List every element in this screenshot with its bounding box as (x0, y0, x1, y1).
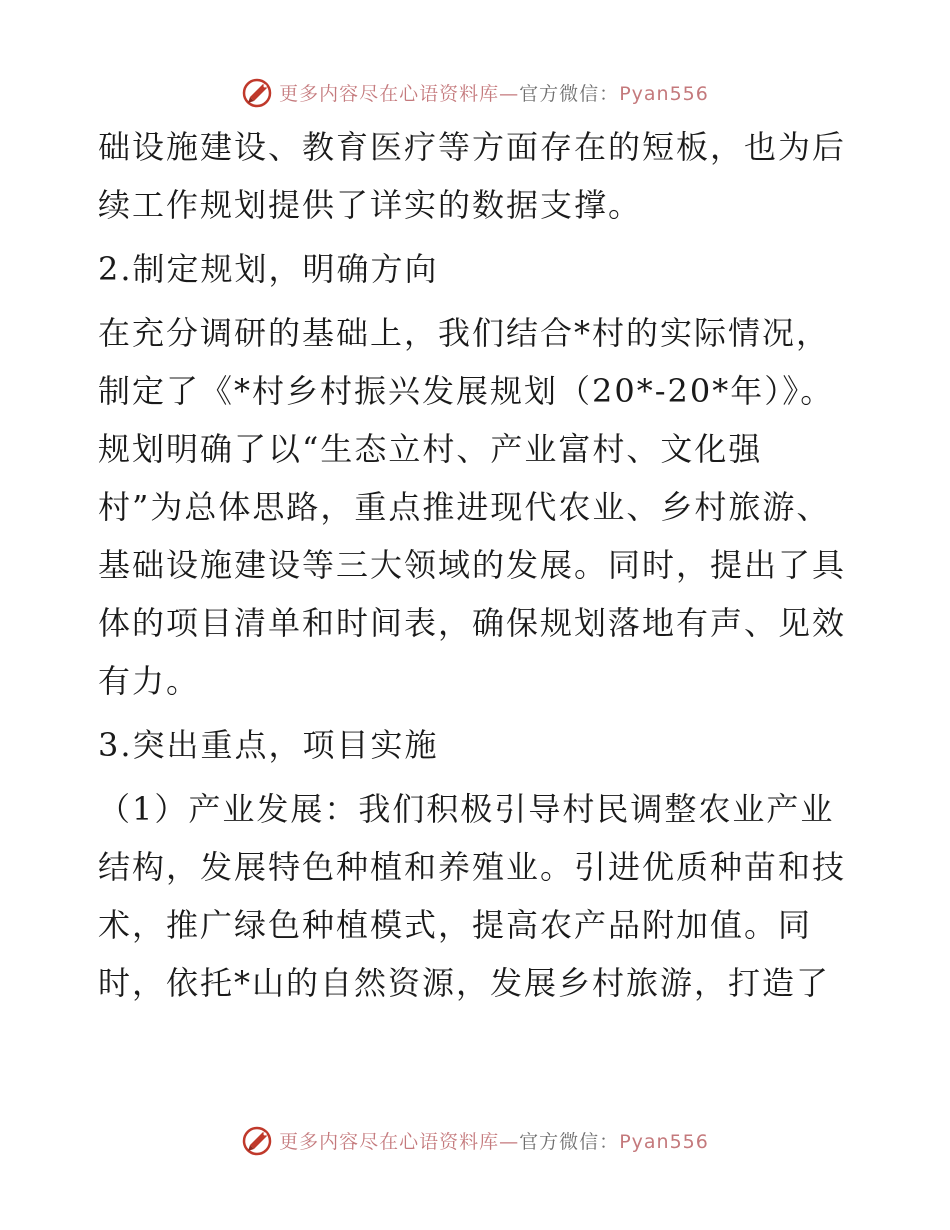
document-body (98, 118, 858, 1012)
text-line: 体的项目清单和时间表，确保规划落地有声、见效 (98, 604, 847, 642)
text-line: 在充分调研的基础上，我们结合*村的实际情况， (98, 314, 831, 352)
text-line: 制定了《*村乡村振兴发展规划（20*-20*年）》。 (98, 372, 835, 410)
text-line: 础设施建设、教育医疗等方面存在的短板，也为后 (98, 128, 847, 166)
watermark-text: 更多内容尽在心语资料库—官方微信：Pyan556 (279, 82, 709, 105)
pen-logo-icon (241, 1123, 275, 1157)
text-line: 规划明确了以“生态立村、产业富村、文化强 (98, 430, 763, 468)
text-line: 结构，发展特色种植和养殖业。引进优质种苗和技 (98, 848, 847, 886)
wechat-id: Pyan556 (619, 1130, 709, 1153)
pen-logo-icon (241, 75, 275, 109)
wechat-id: Pyan556 (619, 82, 709, 105)
text-line: 基础设施建设等三大领域的发展。同时，提出了具 (98, 546, 847, 584)
section-heading: 3.突出重点，项目实施 (98, 726, 439, 764)
text-line: 村”为总体思路，重点推进现代农业、乡村旅游、 (98, 488, 831, 526)
text-line: 时，依托*山的自然资源，发展乡村旅游，打造了 (98, 964, 831, 1002)
text-line: （1）产业发展：我们积极引导村民调整农业产业 (98, 790, 835, 828)
header-watermark (0, 72, 950, 112)
footer-watermark (0, 1120, 950, 1160)
text-line: 有力。 (98, 662, 201, 700)
text-line: 续工作规划提供了详实的数据支撑。 (98, 186, 643, 224)
text-line: 术，推广绿色种植模式，提高农产品附加值。同 (98, 906, 813, 944)
section-heading: 2.制定规划，明确方向 (98, 250, 439, 288)
watermark-text: 更多内容尽在心语资料库—官方微信：Pyan556 (279, 1130, 709, 1153)
